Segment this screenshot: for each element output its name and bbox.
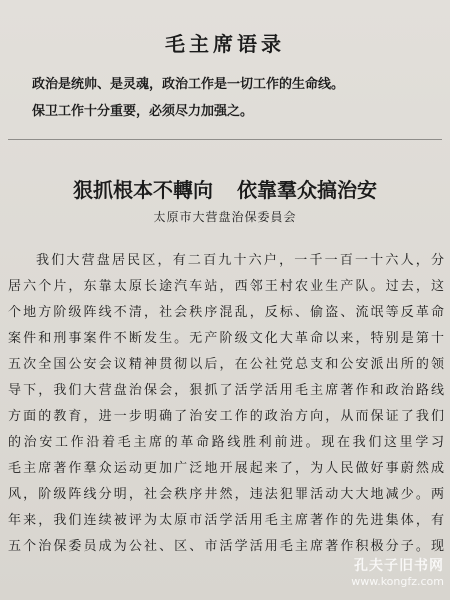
quotation-title: 毛主席语录: [165, 32, 285, 56]
quotation-line-1: 政治是统帅、是灵魂，政治工作是一切工作的生命线。: [32, 77, 345, 92]
body-line: 方面的教育，进一步明确了治安工作的政治方向，从而保证了我们: [8, 409, 444, 424]
body-line: 导下，我们大营盘治保会，狠抓了活学活用毛主席著作和政治路线: [8, 383, 444, 398]
body-line: 五个治保委员成为公社、区、市活学活用毛主席著作积极分子。现: [8, 539, 444, 554]
section-divider: [8, 139, 442, 140]
body-line: 案件和刑事案件不断发生。无产阶级文化大革命以来，特别是第十: [8, 331, 444, 346]
body-line: 居六个片，东靠太原长途汽车站，西邻王村农业生产队。过去，这: [8, 279, 444, 294]
headline-part-2: 依靠羣众搞治安: [237, 178, 377, 202]
headline-part-1: 狠抓根本不轉向: [73, 178, 213, 202]
body-line: 个地方阶级阵线不清，社会秩序混乱，反标、偷盗、流氓等反革命: [8, 305, 444, 320]
body-line: 的治安工作沿着毛主席的革命路线胜利前进。现在我们这里学习: [8, 435, 444, 450]
body-line: 我们大营盘居民区，有二百九十六户，一千一百一十六人，分: [36, 253, 444, 268]
article-body: [8, 248, 444, 560]
body-line: 五次全国公安会议精神贯彻以后，在公社党总支和公安派出所的领: [8, 357, 444, 372]
body-line: 毛主席著作羣众运动更加广泛地开展起来了，为人民做好事蔚然成: [8, 461, 444, 476]
watermark-url: www.kongfz.com: [351, 575, 444, 588]
quotation-line-2: 保卫工作十分重要，必须尽力加强之。: [32, 104, 254, 119]
article-byline: 太原市大营盘治保委員会: [153, 210, 297, 224]
article-headline: [0, 174, 450, 203]
body-line: 风，阶级阵线分明，社会秩序井然，违法犯罪活动大大地减少。两: [8, 487, 444, 502]
watermark-name: 孔夫子旧书网: [354, 558, 444, 574]
body-line: 年来，我们连续被评为太原市活学活用毛主席著作的先进集体，有: [8, 513, 444, 528]
site-watermark: [351, 558, 444, 590]
